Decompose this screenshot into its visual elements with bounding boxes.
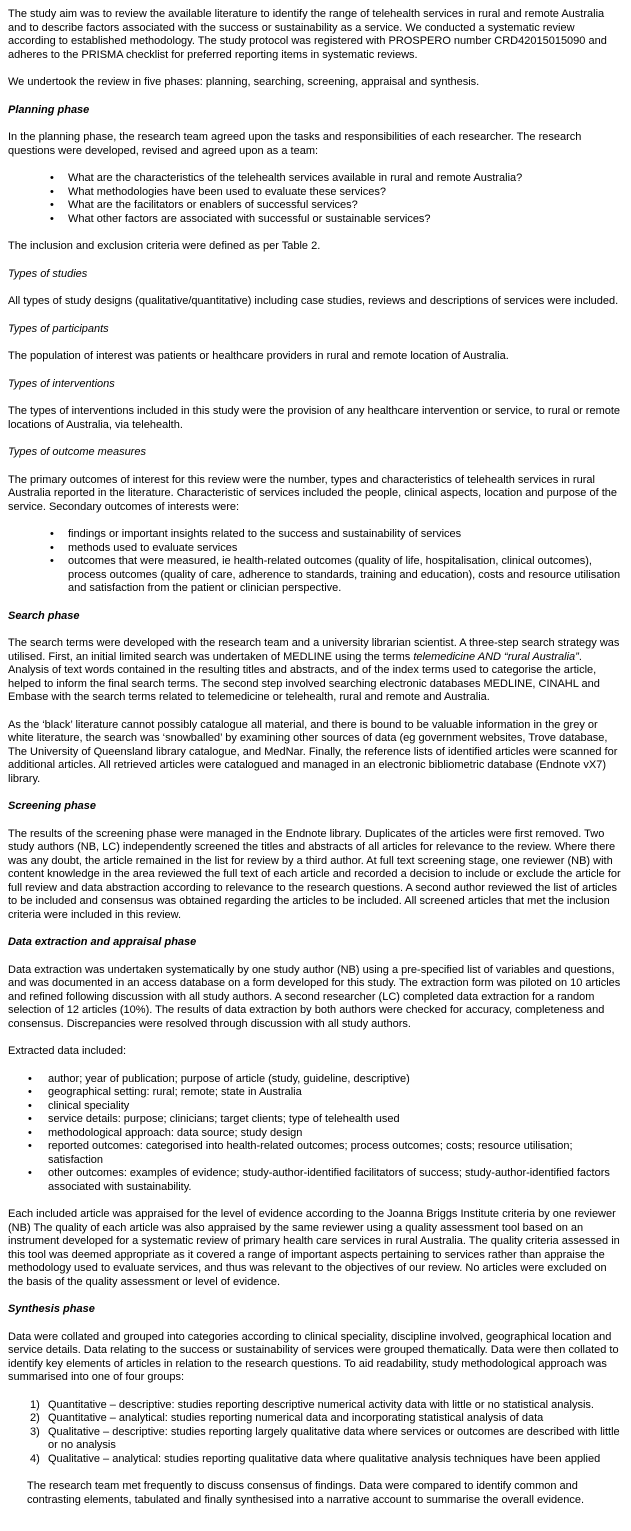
numbered-item [8,1412,621,1426]
screening-paragraph: The results of the screening phase were managed in the Endnote library. Duplicates of the articles were first removed. Two study authors (NB, LC) independently screened the titles and abstracts of all articles for relevance to the review. Where there was any doubt, the article remained in the list for review by a third author. At full text screening stage, one reviewer (NB) with content knowledge in the area reviewed the full text of each article and recorded a decision to include or exclude the article for full review and data abstraction according to relevance to the research questions. A second author reviewed the list of articles to be included and consensus was obtained regarding the articles to be included. All screened articles that met the inclusion criteria were included in this review. [8,827,621,921]
item-number: 3) [30,1425,40,1438]
types-of-studies-paragraph: All types of study designs (qualitative/quantitative) including case studies, reviews and descriptions of services were included. [8,295,619,307]
inclusion-criteria-paragraph: The inclusion and exclusion criteria were defined as per Table 2. [8,240,321,252]
search-strategy-paragraph [8,637,621,705]
extracted-data-list [8,1073,621,1195]
item-text: Qualitative – analytical: studies reporting qualitative data where qualitative analysis techniques have been applied [48,1452,601,1465]
search-text-after: . Analysis of text words contained in the resulting titles and abstracts, and of the index terms used to categorise the article, helped to inform the final search terms. The second step involved searching electronic databases MEDLINE, CINAHL and Embase with the search terms related to telemedicine or telehealth, rural and remote and Australia. [8,650,600,703]
list-item: • What are the characteristics of the telehealth services available in rural and remote Australia? [8,172,621,186]
list-item: • What are the facilitators or enablers of successful services? [8,199,621,213]
item-text: Qualitative – descriptive: studies reporting largely qualitative data where services or outcomes are described with little or no analysis [48,1425,620,1451]
search-terms-italic: telemedicine AND “rural Australia” [413,650,579,663]
subsection-heading-types-of-studies: Types of studies [8,267,88,280]
consensus-paragraph: The research team met frequently to discuss consensus of findings. Data were compared to identify common and contrasting elements, tabulated and finally synthesised into a narrative account to summarise the overall evidence. [27,1480,585,1506]
list-item: • findings or important insights related to the success and sustainability of services [8,528,621,542]
item-number: 4) [30,1452,40,1465]
planning-intro-paragraph: In the planning phase, the research team agreed upon the tasks and responsibilities of each researcher. The research questions were developed, revised and agreed upon as a team: [8,131,582,157]
methodological-groups-list [8,1399,621,1467]
outcome-measures-paragraph: The primary outcomes of interest for this review were the number, types and characteristics of telehealth services in rural Australia reported in the literature. Characteristic of services included the people, clinical aspects, location and purpose of the service. Secondary outcomes of interests were: [8,473,618,513]
list-item: • service details: purpose; clinicians; target clients; type of telehealth used [8,1113,621,1127]
section-heading-screening-phase: Screening phase [8,800,97,812]
section-heading-search-phase: Search phase [8,609,80,622]
section-heading-planning-phase: Planning phase [8,103,90,116]
list-item: • reported outcomes: categorised into health-related outcomes; process outcomes; costs; resource utilisation; satisfaction [8,1140,621,1167]
list-item: • geographical setting: rural; remote; state in Australia [8,1086,621,1100]
intro-paragraph: The study aim was to review the available literature to identify the range of telehealth services in rural and remote Australia and to describe factors associated with the success or sustainability as a service. We conducted a systematic review according to established methodology. The study protocol was registered with PROSPERO number CRD42015015090 and adheres to the PRISMA checklist for preferred reporting items in systematic reviews. [8,8,607,61]
section-heading-synthesis-phase: Synthesis phase [8,1303,95,1315]
item-number: 2) [30,1412,40,1424]
secondary-outcomes-list [8,528,621,596]
numbered-item [8,1426,621,1453]
list-item: • What other factors are associated with successful or sustainable services? [8,213,621,227]
numbered-item [8,1453,621,1467]
item-text: Quantitative – descriptive: studies reporting descriptive numerical activity data with little or no statistical analysis. [48,1398,594,1411]
list-item: • clinical speciality [8,1100,621,1114]
list-item: • What methodologies have been used to evaluate these services? [8,186,621,200]
list-item: • methodological approach: data source; study design [8,1127,621,1141]
types-of-participants-paragraph: The population of interest was patients or healthcare providers in rural and remote location of Australia. [8,350,509,362]
subsection-heading-types-of-outcome-measures: Types of outcome measures [8,446,146,458]
types-of-interventions-paragraph: The types of interventions included in this study were the provision of any healthcare intervention or service, to rural or remote locations of Australia, via telehealth. [8,405,621,431]
subsection-heading-types-of-participants: Types of participants [8,322,109,335]
list-item: • outcomes that were measured, ie health-related outcomes (quality of life, hospitalisation, clinical outcomes), process outcomes (quality of care, adherence to standards, training and education), costs and resource utilisation and satisfaction from the patient or clinician perspective. [8,555,621,596]
extracted-data-lead-in: Extracted data included: [8,1045,127,1057]
numbered-item [8,1399,621,1413]
phases-overview-paragraph: We undertook the review in five phases: planning, searching, screening, appraisal and synthesis. [8,76,480,88]
item-text: Quantitative – analytical: studies reporting numerical data and incorporating statistical analysis of data [48,1412,544,1424]
list-item: • author; year of publication; purpose of article (study, guideline, descriptive) [8,1073,621,1087]
data-extraction-paragraph: Data extraction was undertaken systematically by one study author (NB) using a pre-specified list of variables and questions, and was documented in an access database on a form developed for this study. The extraction form was piloted on 10 articles and refined following discussion with all study authors. A second researcher (LC) completed data extraction for a random selection of 12 articles (10%). The results of data extraction by both authors were checked for accuracy, completeness and consensus. Discrepancies were resolved through discussion with all study authors. [8,963,621,1030]
section-heading-data-extraction-phase: Data extraction and appraisal phase [8,936,197,948]
item-number: 1) [30,1398,40,1411]
list-item: • methods used to evaluate services [8,542,621,556]
search-text-before: The search terms were developed with the research team and a university librarian scientist. A three-step search strategy was utilised. First, an initial limited search was undertaken of MEDLINE using the terms [8,637,620,663]
subsection-heading-types-of-interventions: Types of interventions [8,377,115,390]
appraisal-paragraph: Each included article was appraised for the level of evidence according to the Joanna Briggs Institute criteria by one reviewer (NB) The quality of each article was also appraised by the same reviewer using a quality assessment tool based on an instrument developed for a systematic review of primary health care services in rural Australia. The quality criteria assessed in this tool was deemed appropriate as it covered a range of important aspects pertaining to services rather than appraise the methodology used to evaluate services, and thus was relevant to the objectives of our review. No articles were excluded on the basis of the quality assessment or level of evidence. [8,1208,620,1288]
research-questions-list [8,172,621,226]
snowball-search-paragraph: As the ‘black’ literature cannot possibly catalogue all material, and there is bound to be valuable information in the grey or white literature, the search was ‘snowballed’ by examining other sources of data (eg government websites, Trove database, The University of Queensland library catalogue, and MedNar. Finally, the reference lists of identified articles were scanned for additional articles. All retrieved articles were catalogued and managed in an electronic bibliometric database (Endnote vX7) library. [8,718,618,785]
list-item: • other outcomes: examples of evidence; study-author-identified facilitators of success; study-author-identified factors associated with sustainability. [8,1167,621,1194]
synthesis-paragraph: Data were collated and grouped into categories according to clinical speciality, discipline involved, geographical location and service details. Data relating to the success or sustainability of services were grouped thematically. Data were then collated to identify key elements of articles in relation to the research questions. To aid readability, study methodological approach was summarised into one of four groups: [8,1330,619,1383]
